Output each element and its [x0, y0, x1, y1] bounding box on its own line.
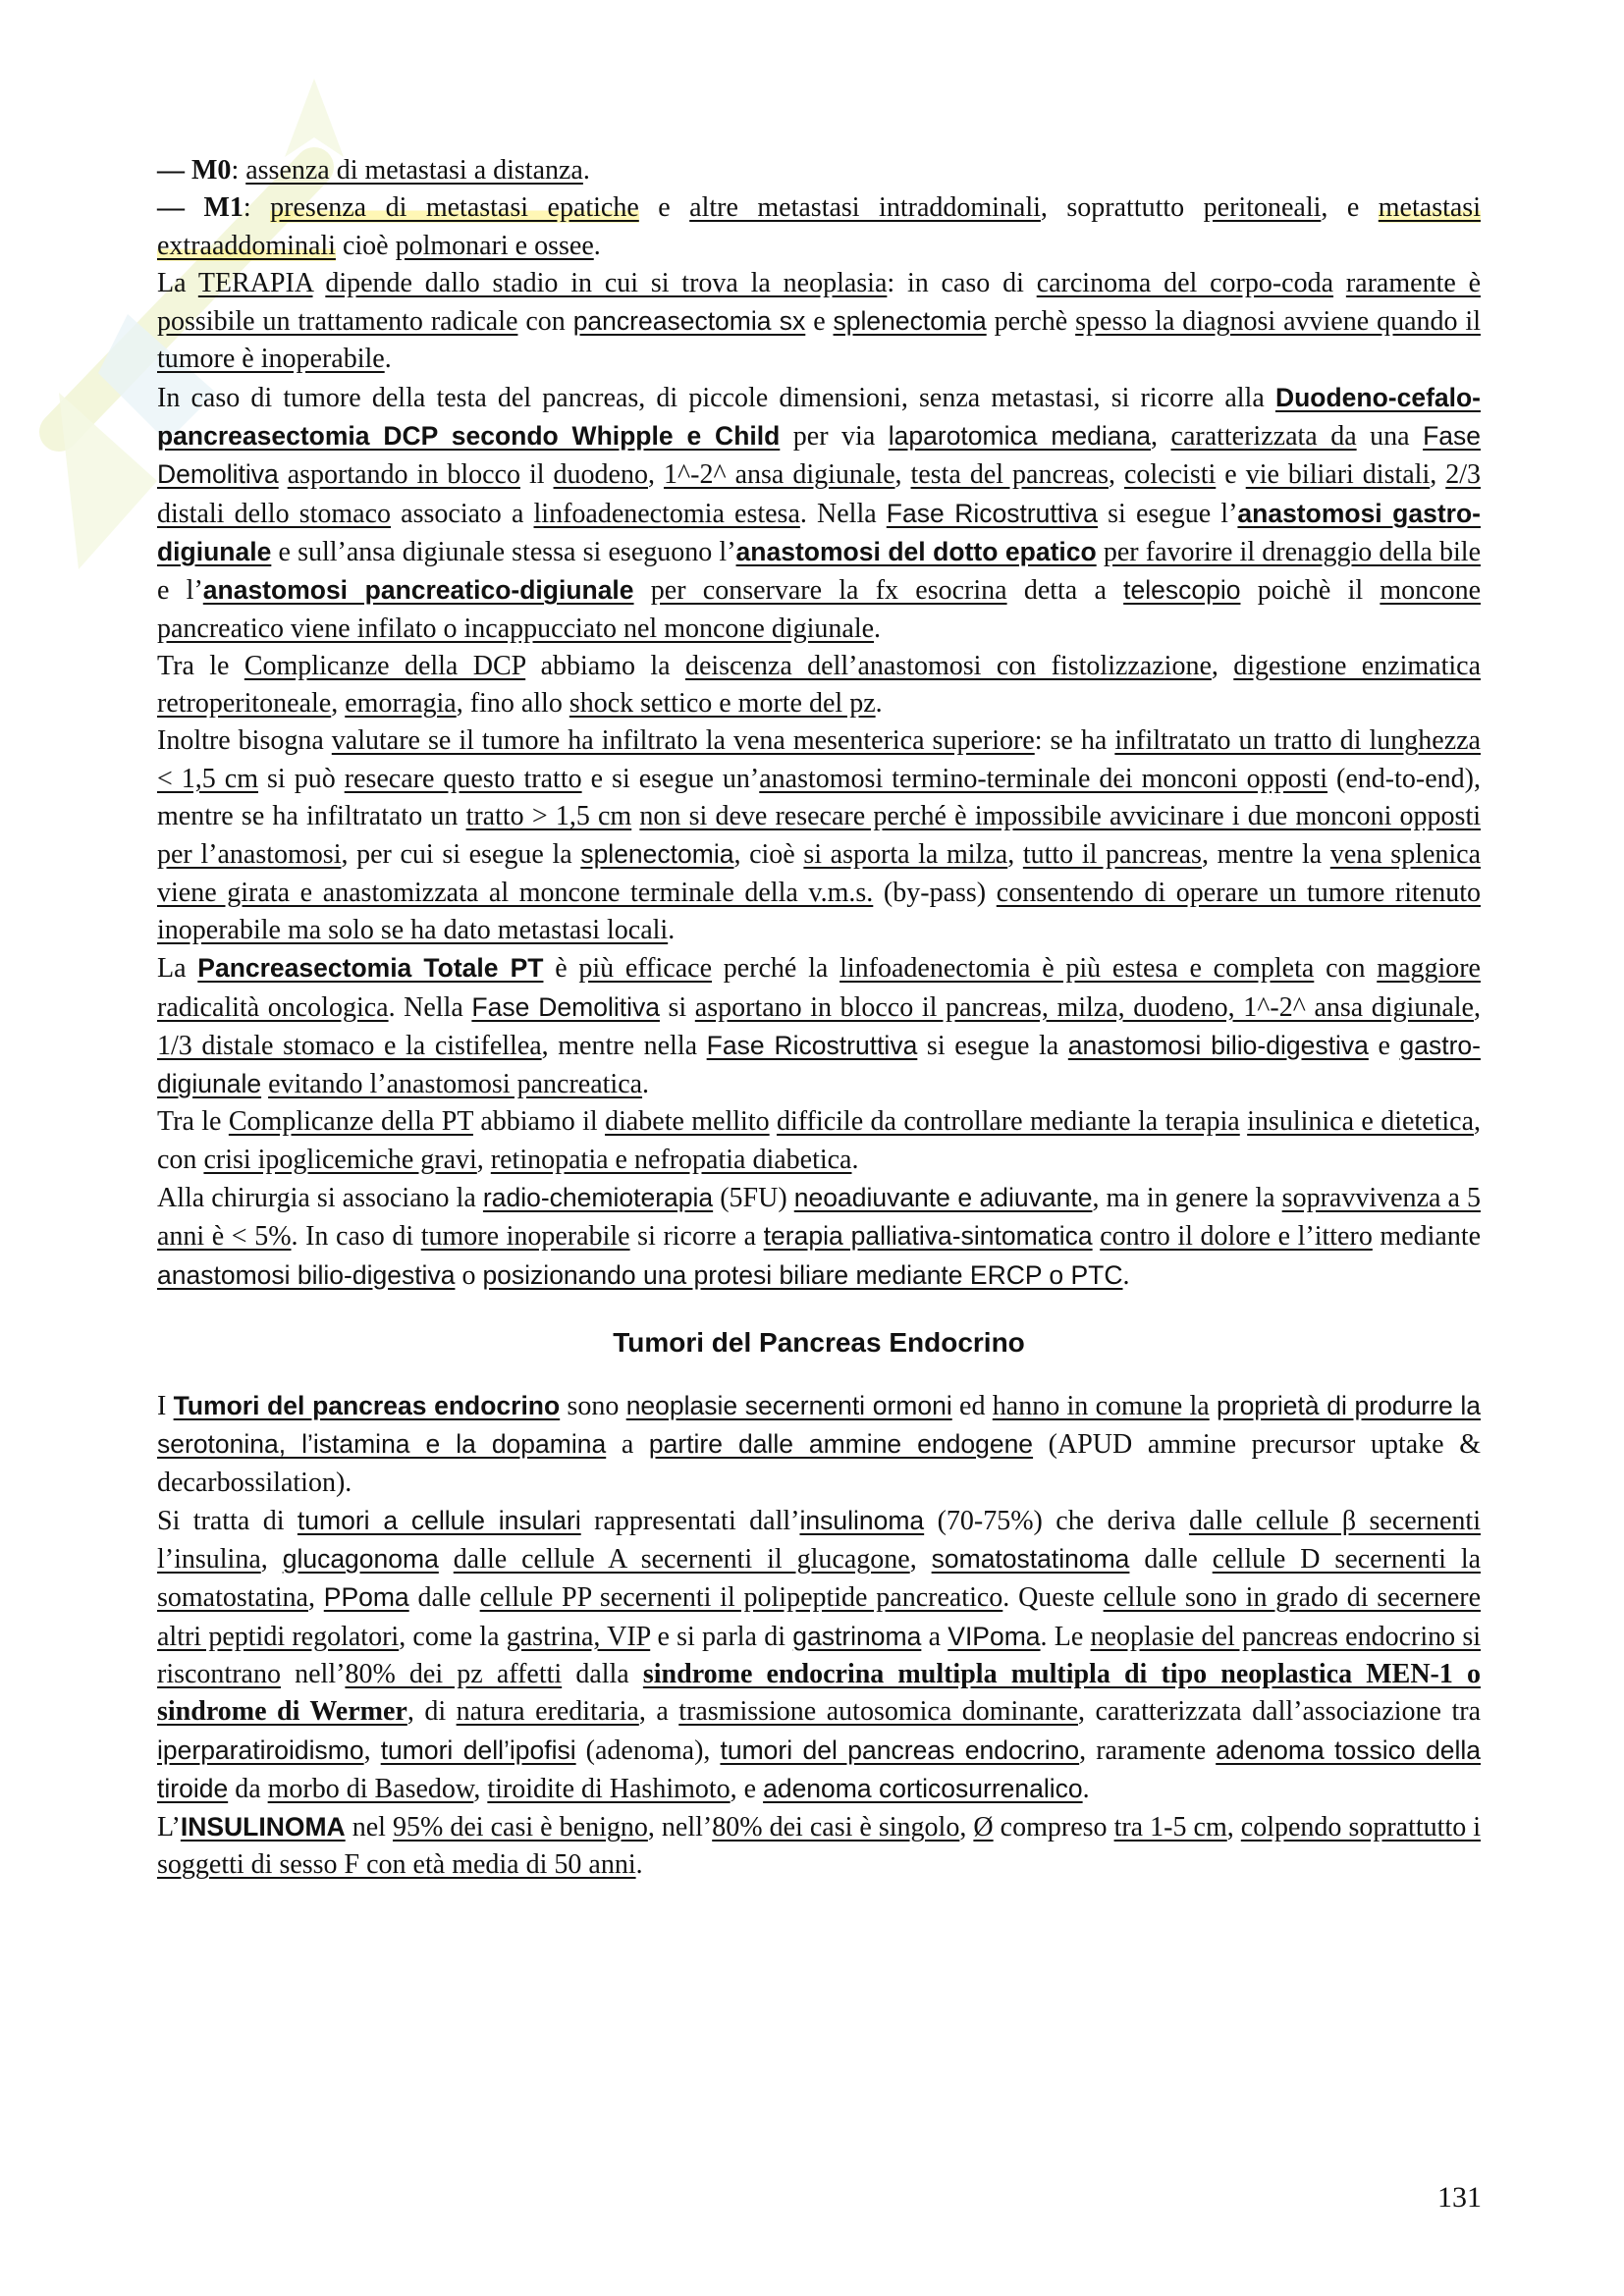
paragraph-cellule-insulari: Si tratta di tumori a cellule insulari rappresentati dall’insulinoma (70-75%) che deriva dalle cellule β secernenti l’insulina, glucagonoma dalle cellule A secernenti il glucagone, somatostatinoma dalle cellule D secernenti la somatostatina, PPoma dalle cellule PP secernenti il polipeptide pancreatico. Queste cellule sono in grado di secernere altri peptidi regolatori, come la gastrina, VIP e si parla di gastrinoma a VIPoma. Le neoplasie del pancreas endocrino si riscontrano nell’80% dei pz affetti dalla sindrome endocrina multipla multipla di tipo neoplastica MEN-1 o sindrome di Wermer, di natura ereditaria, a trasmissione autosomica dominante, caratterizzata dall’associazione tra iperparatiroidismo, tumori dell’ipofisi (adenoma), tumori del pancreas endocrino, raramente adenoma tossico della tiroide da morbo di Basedow, tiroidite di Hashimoto, e adenoma corticosurrenalico.	[157, 1505, 1482, 1804]
dcp-linfo: linfoadenectomia estesa	[533, 498, 800, 529]
terapia-d: pancreasectomia sx	[572, 306, 806, 337]
compl-deisc: deiscenza dell’anastomosi con fistolizzazione	[684, 650, 1212, 681]
label-m1: — M1	[157, 192, 244, 224]
vms-resecare: resecare questo tratto	[344, 763, 582, 794]
ins-vipoma: VIPoma	[947, 1621, 1041, 1651]
document-page	[157, 152, 1481, 1885]
ins-riscontr: neoplasie del pancreas endocrino si riscontrano	[157, 1621, 1482, 1689]
compl-digest: digestione enzimatica retroperitoneale	[157, 650, 1482, 720]
dcp-lead: In caso di tumore della testa del pancreas, di piccole dimensioni, senza metastasi, si ricorre alla	[157, 382, 1265, 413]
pt-evit: evitando l’anastomosi pancreatica	[268, 1069, 643, 1100]
ins-somato: somatostatinoma	[931, 1544, 1130, 1575]
vms-valutare: valutare se il tumore ha infiltrato la vena mesenterica superiore	[331, 725, 1035, 757]
dcp-duod: duodeno	[553, 459, 648, 491]
paragraph-insulinoma: L’INSULINOMA nel 95% dei casi è benigno, nell’80% dei casi è singolo, Ø compreso tra 1-5 cm, colpendo soprattutto i soggetti di sesso F con età media di 50 anni.	[157, 1812, 1482, 1881]
pt-radical: maggiore radicalità oncologica	[157, 953, 1481, 1023]
label-m0: — M0	[157, 155, 232, 186]
dcp-fase-ric: Fase Ricostruttiva	[886, 498, 1099, 528]
ins-ipofisi: tumori dell’ipofisi	[380, 1735, 576, 1765]
insulinoma-colpendo: colpendo soprattutto i soggetti di sesso F con età media di 50 anni	[157, 1812, 1482, 1881]
dcp-moncone: moncone pancreatico viene infilato o incappucciato nel moncone digiunale	[157, 575, 1482, 644]
endo-tumori: Tumori del pancreas endocrino	[173, 1390, 561, 1420]
vms-vena-spl: vena splenica viene girata e anastomizzata al moncone terminale della v.m.s.	[157, 839, 1482, 908]
chemio-protesi: posizionando una protesi biliare mediante ERCP o PTC	[482, 1259, 1123, 1290]
dcp-fase-dem: Fase Demolitiva	[157, 421, 1481, 490]
dcp-ansa: 1^-2^ ansa digiunale	[663, 459, 895, 491]
ins-cell-a: dalle cellule A secernenti il glucagone	[453, 1544, 910, 1575]
m1-text-d: metastasi extraaddominali	[157, 192, 1481, 261]
ins-cell-pp: cellule PP secernenti il polipeptide pancreatico	[479, 1582, 1003, 1614]
terapia-c: raramente è possibile un trattamento radicale	[157, 267, 1482, 338]
vms-tratto15: tratto > 1,5 cm	[465, 801, 632, 832]
compl-difficile: difficile da controllare mediante la terapia	[777, 1106, 1240, 1138]
ins-insulinoma: insulinoma	[799, 1505, 925, 1535]
pt-fase-ric: Fase Ricostruttiva	[706, 1030, 918, 1060]
ins-pancr-end: tumori del pancreas endocrino	[720, 1735, 1080, 1765]
pt-asp: asportano in blocco il pancreas, milza, duodeno, 1^-2^ ansa digiunale	[694, 991, 1474, 1023]
m1-text-b: altre metastasi intraddominali	[689, 192, 1041, 224]
chemio-soprav: sopravvivenza a 5 anni è < 5%	[157, 1183, 1481, 1253]
ins-ppoma: PPoma	[323, 1582, 409, 1613]
chemio-bilio: anastomosi bilio-digestiva	[157, 1259, 456, 1290]
insulinoma-singolo: 80% dei casi è singolo	[712, 1812, 960, 1843]
ins-insulari: tumori a cellule insulari	[297, 1505, 581, 1535]
endo-partire: partire dalle ammine endogene	[648, 1429, 1034, 1460]
ins-gastrinoma: gastrinoma	[792, 1621, 922, 1651]
ins-trasm: trasmissione autosomica dominante	[678, 1696, 1078, 1728]
paragraph-chemio: Alla chirurgia si associano la radio-chemioterapia (5FU) neoadiuvante e adiuvante, ma in genere la sopravvivenza a 5 anni è < 5%. In caso di tumore inoperabile si ricorre a terapia palliativa-sintomatica contro il dolore e l’ittero mediante anastomosi bilio-digestiva o posizionando una protesi biliare mediante ERCP o PTC.	[157, 1183, 1482, 1291]
compl-retino: retinopatia e nefropatia diabetica	[490, 1144, 852, 1175]
vms-non-deve: non si deve resecare perché è impossibile avvicinare i due monconi opposti per l’anastomosi	[157, 801, 1482, 871]
pt-gastro: gastro-digiunale	[157, 1030, 1481, 1099]
paragraph-dcp: In caso di tumore della testa del pancreas, di piccole dimensioni, senza metastasi, si ricorre alla Duodeno-cefalo-pancreasectomia DCP secondo Whipple e Child per via laparotomica mediana, caratterizzata da una Fase Demolitiva asportando in blocco il duodeno, 1^-2^ ansa digiunale, testa del pancreas, colecisti e vie biliari distali, 2/3 distali dello stomaco associato a linfoadenectomia estesa. Nella Fase Ricostruttiva si esegue l’anastomosi gastro-digiunale e sull’ansa digiunale stessa si eseguono l’anastomosi del dotto epatico per favorire il drenaggio della bile e l’anastomosi pancreatico-digiunale per conservare la fx esocrina detta a telescopio poichè il moncone pancreatico viene infilato o incappucciato nel moncone digiunale.	[157, 382, 1482, 644]
vms-consent: consentendo di operare un tumore ritenuto inoperabile ma solo se ha dato metastasi locali	[157, 877, 1482, 945]
paragraph-terapia: La TERAPIA dipende dallo stadio in cui si trova la neoplasia: in caso di carcinoma del corpo-coda raramente è possibile un trattamento radicale con pancreasectomia sx e splenectomia perchè spesso la diagnosi avviene quando il tumore è inoperabile.	[157, 267, 1482, 375]
vms-anast-tt: anastomosi termino-terminale dei monconi opposti	[759, 763, 1328, 794]
ins-ottanta: 80% dei pz affetti	[345, 1658, 563, 1689]
insulinoma-term: INSULINOMA	[180, 1812, 346, 1842]
m1-text-c: peritoneali	[1203, 192, 1322, 224]
pt-linfo: linfoadenectomia è più estesa e completa	[839, 953, 1315, 985]
compl-insul: insulinica e dietetica	[1247, 1106, 1475, 1138]
paragraph-metastasi: — M0: assenza di metastasi a distanza. — M1: presenza di metastasi epatiche e altre metastasi intraddominali, soprattutto peritoneali, e metastasi extraaddominali cioè polmonari e ossee.	[157, 155, 1481, 261]
chemio-inop: tumore inoperabile	[420, 1221, 630, 1253]
paragraph-pt: La Pancreasectomia Totale PT è più efficace perché la linfoadenectomia è più estesa e completa con maggiore radicalità oncologica. Nella Fase Demolitiva si asportano in blocco il pancreas, milza, duodeno, 1^-2^ ansa digiunale, 1/3 distale stomaco e la cistifellea, mentre nella Fase Ricostruttiva si esegue la anastomosi bilio-digestiva e gastro-digiunale evitando l’anastomosi pancreatica.	[157, 953, 1481, 1100]
pt-efficace: più efficace	[578, 953, 712, 985]
endo-propr: proprietà di produrre la serotonina, l’istamina e la dopamina	[157, 1390, 1481, 1460]
terapia-term: TERAPIA	[197, 267, 313, 298]
ins-natura: natura ereditaria	[456, 1696, 639, 1728]
ins-iperp: iperparatiroidismo	[157, 1735, 364, 1765]
chemio-palliat: terapia palliativa-sintomatica	[763, 1221, 1093, 1252]
dcp-car: caratterizzata da	[1170, 421, 1357, 453]
ins-cell-d: cellule D secernenti la somatostatina	[157, 1544, 1482, 1614]
ins-cortico: adenoma corticosurrenalico	[763, 1773, 1083, 1803]
dcp-lap: laparotomica mediana	[888, 421, 1151, 452]
dcp-testa: testa del pancreas	[910, 459, 1109, 491]
dcp-colec: colecisti	[1123, 459, 1217, 491]
compl-diabete: diabete mellito	[605, 1106, 770, 1138]
terapia-f: spesso la diagnosi avviene quando il tumore è inoperabile	[157, 306, 1481, 375]
dcp-term: Duodeno-cefalo-pancreasectomia DCP secondo Whipple e Child	[157, 382, 1482, 452]
chemio-dolore: contro il dolore e l’ittero	[1100, 1221, 1373, 1253]
dcp-anast-pd: anastomosi pancreatico-digiunale	[202, 575, 634, 606]
ins-glucagonoma: glucagonoma	[282, 1544, 439, 1575]
vms-splen: splenectomia	[580, 839, 734, 870]
dcp-anast-de: anastomosi del dotto epatico	[735, 536, 1097, 566]
ins-basedow: morbo di Basedow	[267, 1773, 474, 1804]
compl-pt: Complicanze della PT	[228, 1106, 473, 1138]
ins-gastrina: gastrina, VIP	[506, 1621, 651, 1652]
compl-shock: shock settico e morte del pz	[568, 688, 876, 720]
m0-text: assenza di metastasi a distanza	[245, 155, 583, 186]
chemio-radio: radio-chemioterapia	[482, 1183, 714, 1213]
insulinoma-benigno: 95% dei casi è benigno	[392, 1812, 648, 1843]
vms-milza: si asporta la milza	[803, 839, 1008, 871]
pt-term: Pancreasectomia Totale PT	[197, 953, 544, 984]
pt-bilio: anastomosi bilio-digestiva	[1067, 1030, 1369, 1060]
dcp-telescopio: telescopio	[1123, 575, 1241, 606]
ins-peptidi: cellule sono in grado di secernere altri peptidi regolatori	[157, 1582, 1481, 1652]
terapia-e: splenectomia	[833, 306, 987, 337]
paragraph-complicanze-pt: Tra le Complicanze della PT abbiamo il diabete mellito difficile da controllare mediante la terapia insulinica e dietetica, con crisi ipoglicemiche gravi, retinopatia e nefropatia diabetica.	[157, 1106, 1482, 1175]
ins-hashimoto: tiroidite di Hashimoto	[487, 1773, 731, 1804]
endo-apud: (APUD ammine precursor uptake & decarbossilation).	[157, 1429, 1481, 1498]
pt-stomaco: 1/3 distale stomaco e la cistifellea	[157, 1030, 542, 1061]
terapia-b: carcinoma del corpo-coda	[1036, 267, 1334, 298]
dcp-stomaco: 2/3 distali dello stomaco	[157, 459, 1482, 529]
endo-neopl: neoplasie secernenti ormoni	[625, 1390, 952, 1420]
dcp-anast-gd: anastomosi gastro-digiunale	[157, 498, 1481, 566]
section-title: Tumori del Pancreas Endocrino	[613, 1326, 1025, 1358]
ins-men: sindrome endocrina multipla multipla di tipo neoplastica MEN-1 o sindrome di Wermer	[157, 1658, 1482, 1728]
dcp-fx: per conservare la fx esocrina	[650, 575, 1007, 607]
insulinoma-diam: Ø	[973, 1812, 994, 1843]
paragraph-endocrino-intro: I Tumori del pancreas endocrino sono neoplasie secernenti ormoni ed hanno in comune la proprietà di produrre la serotonina, l’istamina e la dopamina a partire dalle ammine endogene (APUD ammine precursor uptake & decarbossilation).	[157, 1390, 1481, 1498]
endo-comune: hanno in comune la	[992, 1390, 1210, 1421]
paragraph-complicanze-dcp: Tra le Complicanze della DCP abbiamo la deiscenza dell’anastomosi con fistolizzazione, digestione enzimatica retroperitoneale, emorragia, fino allo shock settico e morte del pz.	[157, 650, 1482, 720]
chemio-neo: neoadiuvante e adiuvante	[793, 1183, 1093, 1213]
terapia-a: dipende dallo stadio in cui si trova la neoplasia	[325, 267, 888, 298]
pt-fase-dem: Fase Demolitiva	[471, 991, 660, 1022]
dcp-asp: asportando in blocco	[287, 459, 520, 491]
vms-infiltr: infiltratato un tratto di lunghezza < 1,5 cm	[157, 725, 1481, 794]
paragraph-vena-mesenterica: Inoltre bisogna valutare se il tumore ha infiltrato la vena mesenterica superiore: se ha infiltratato un tratto di lunghezza < 1,5 cm si può resecare questo tratto e si esegue un’anastomosi termino-terminale dei monconi opposti (end-to-end), mentre se ha infiltratato un tratto > 1,5 cm non si deve resecare perché è impossibile avvicinare i due monconi opposti per l’anastomosi, per cui si esegue la splenectomia, cioè si asporta la milza, tutto il pancreas, mentre la vena splenica viene girata e anastomizzata al moncone terminale della v.m.s. (by-pass) consentendo di operare un tumore ritenuto inoperabile ma solo se ha dato metastasi locali.	[157, 725, 1482, 945]
ins-cell-b: dalle cellule β secernenti l’insulina	[157, 1505, 1481, 1575]
m1-text-a: presenza di metastasi epatiche	[270, 192, 639, 224]
vms-tutto: tutto il pancreas	[1022, 839, 1202, 871]
m1-text-e: polmonari e ossee	[395, 230, 594, 261]
ins-adenoma: adenoma tossico della tiroide	[157, 1735, 1482, 1803]
compl-crisi: crisi ipoglicemiche gravi	[203, 1144, 477, 1175]
insulinoma-tra: tra 1-5 cm	[1113, 1812, 1227, 1843]
compl-emorr: emorragia	[345, 688, 457, 720]
dcp-drenaggio: per favorire il drenaggio della bile	[1103, 536, 1481, 567]
compl-dcp: Complicanze della DCP	[244, 650, 526, 681]
dcp-vie: vie biliari distali	[1245, 459, 1431, 491]
page-number: 131	[1437, 2181, 1482, 2214]
